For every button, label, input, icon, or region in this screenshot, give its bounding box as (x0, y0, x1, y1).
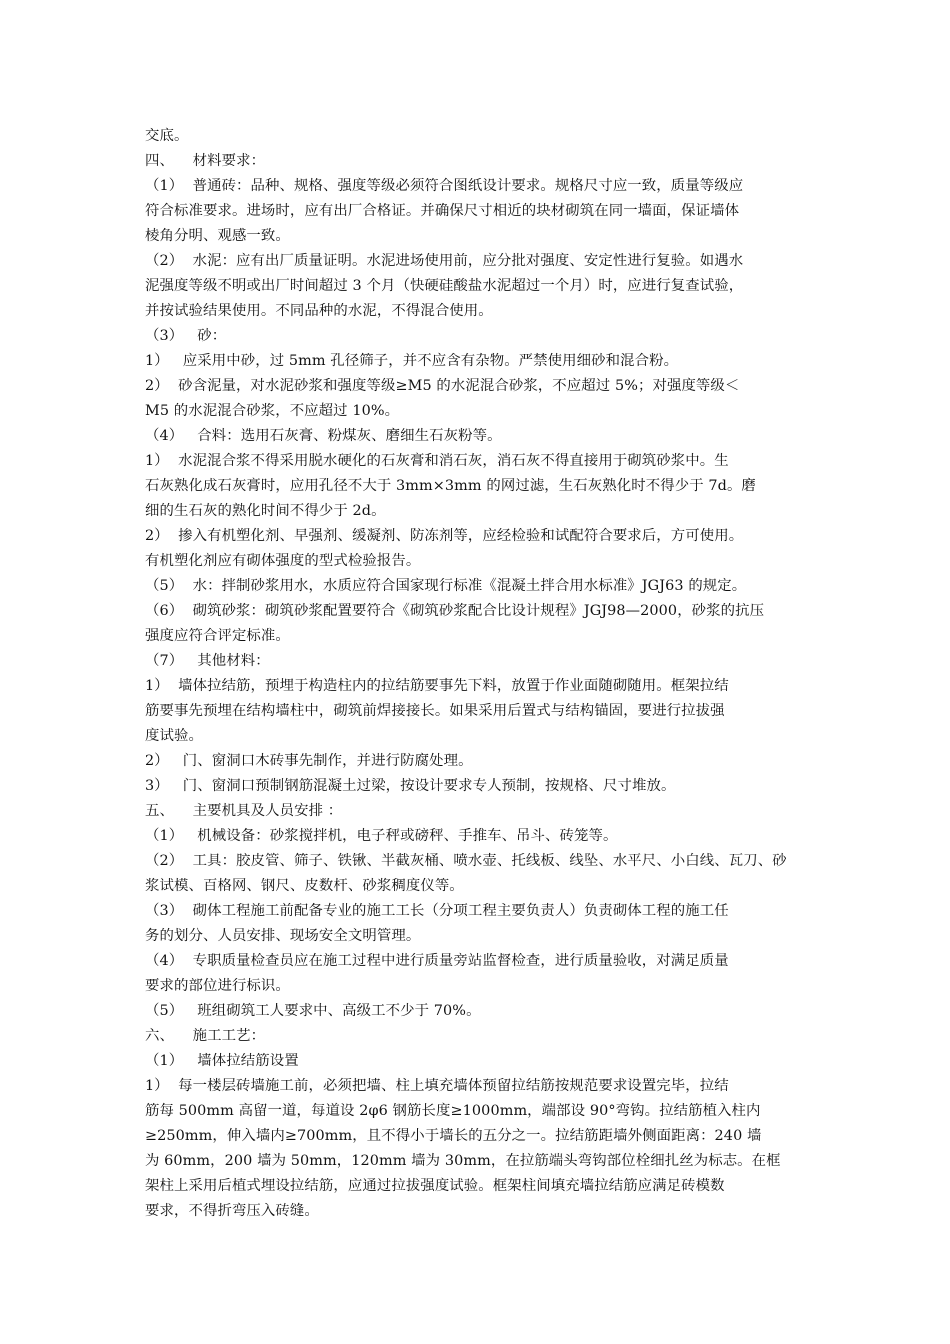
text-line: 2） 掺入有机塑化剂、早强剂、缓凝剂、防冻剂等，应经检验和试配符合要求后，方可使用。 (145, 528, 744, 544)
text-line: 浆试模、百格网、钢尺、皮数杆、砂浆稠度仪等。 (145, 878, 464, 894)
text-line: 六、 施工工艺： (145, 1028, 266, 1044)
text-line: 1） 水泥混合浆不得采用脱水硬化的石灰膏和消石灰，消石灰不得直接用于砌筑砂浆中。生 (145, 453, 729, 469)
text-line: 1） 应采用中砂，过 5mm 孔径筛子，并不应含有杂物。严禁使用细砂和混合粉。 (145, 353, 679, 369)
text-line: 棱角分明、观感一致。 (145, 228, 290, 244)
text-line: 度试验。 (145, 728, 203, 744)
text-line: 有机塑化剂应有砌体强度的型式检验报告。 (145, 553, 421, 569)
text-line: ≥250mm，伸入墙内≥700mm，且不得小于墙长的五分之一。拉结筋距墙外侧面距离：240 墙 (145, 1128, 762, 1144)
text-line: （4） 专职质量检查员应在施工过程中进行质量旁站监督检查，进行质量验收，对满足质量 (145, 953, 729, 969)
text-line: 四、 材料要求： (145, 153, 266, 169)
text-line: 并按试验结果使用。不同品种的水泥，不得混合使用。 (145, 303, 493, 319)
text-line: 2） 砂含泥量，对水泥砂浆和强度等级≥M5 的水泥混合砂浆，不应超过 5%；对强度等级＜ (145, 378, 740, 394)
text-line: 3） 门、窗洞口预制钢筋混凝土过梁，按设计要求专人预制，按规格、尺寸堆放。 (145, 778, 676, 794)
text-line: （5） 水：拌制砂浆用水，水质应符合国家现行标准《混凝土拌合用水标准》JGJ63 的规定。 (145, 578, 747, 594)
text-line: 要求，不得折弯压入砖缝。 (145, 1203, 319, 1219)
text-line: （6） 砌筑砂浆：砌筑砂浆配置要符合《砌筑砂浆配合比设计规程》JGJ98—2000，砂浆的抗压 (145, 603, 765, 619)
document-body (145, 124, 810, 1224)
text-line: 筋要事先预埋在结构墙柱中，砌筑前焊接接长。如果采用后置式与结构锚固，要进行拉拔强 (145, 703, 725, 719)
text-line: （2） 水泥：应有出厂质量证明。水泥进场使用前，应分批对强度、安定性进行复验。如遇水 (145, 253, 744, 269)
text-line: （2） 工具：胶皮管、筛子、铁锹、半截灰桶、喷水壶、托线板、线坠、水平尺、小白线、瓦刀、砂 (145, 853, 787, 869)
text-line: （3） 砂： (145, 328, 227, 344)
text-line: 1） 墙体拉结筋，预埋于构造柱内的拉结筋要事先下料，放置于作业面随砌随用。框架拉结 (145, 678, 729, 694)
text-line: 泥强度等级不明或出厂时间超过 3 个月（快硬硅酸盐水泥超过一个月）时，应进行复查试验， (145, 278, 744, 294)
text-line: （1） 普通砖：品种、规格、强度等级必须符合图纸设计要求。规格尺寸应一致，质量等级应 (145, 178, 744, 194)
text-line: 务的划分、人员安排、现场安全文明管理。 (145, 928, 421, 944)
text-line: 石灰熟化成石灰膏时，应用孔径不大于 3mm×3mm 的网过滤，生石灰熟化时不得少于 7d。磨 (145, 478, 756, 494)
text-line: 细的生石灰的熟化时间不得少于 2d。 (145, 503, 386, 519)
text-line: （5） 班组砌筑工人要求中、高级工不少于 70%。 (145, 1003, 481, 1019)
text-line: 架柱上采用后植式埋设拉结筋，应通过拉拔强度试验。框架柱间填充墙拉结筋应满足砖模数 (145, 1178, 725, 1194)
text-line: （3） 砌体工程施工前配备专业的施工工长（分项工程主要负责人）负责砌体工程的施工任 (145, 903, 729, 919)
text-line: 符合标准要求。进场时，应有出厂合格证。并确保尺寸相近的块材砌筑在同一墙面，保证墙体 (145, 203, 740, 219)
text-line: 1） 每一楼层砖墙施工前，必须把墙、柱上填充墙体预留拉结筋按规范要求设置完毕，拉结 (145, 1078, 729, 1094)
text-line: （1） 墙体拉结筋设置 (145, 1053, 299, 1069)
text-line: 筋每 500mm 高留一道，每道设 2φ6 钢筋长度≥1000mm，端部设 90°弯钩。拉结筋植入柱内 (145, 1103, 761, 1119)
text-line: （7） 其他材料： (145, 653, 270, 669)
text-line: 为 60mm，200 墙为 50mm，120mm 墙为 30mm，在拉筋端头弯钩部位栓细扎丝为标志。在框 (145, 1153, 781, 1169)
text-line: （1） 机械设备：砂浆搅拌机，电子秤或磅秤、手推车、吊斗、砖笼等。 (145, 828, 618, 844)
text-line: 五、 主要机具及人员安排 ： (145, 803, 343, 819)
text-line: （4） 合料：选用石灰膏、粉煤灰、磨细生石灰粉等。 (145, 428, 502, 444)
text-line: 2） 门、窗洞口木砖事先制作，并进行防腐处理。 (145, 753, 473, 769)
text-line: 交底。 (145, 128, 189, 144)
text-line: M5 的水泥混合砂浆，不应超过 10%。 (145, 403, 400, 419)
text-line: 要求的部位进行标识。 (145, 978, 290, 994)
text-line: 强度应符合评定标准。 (145, 628, 290, 644)
